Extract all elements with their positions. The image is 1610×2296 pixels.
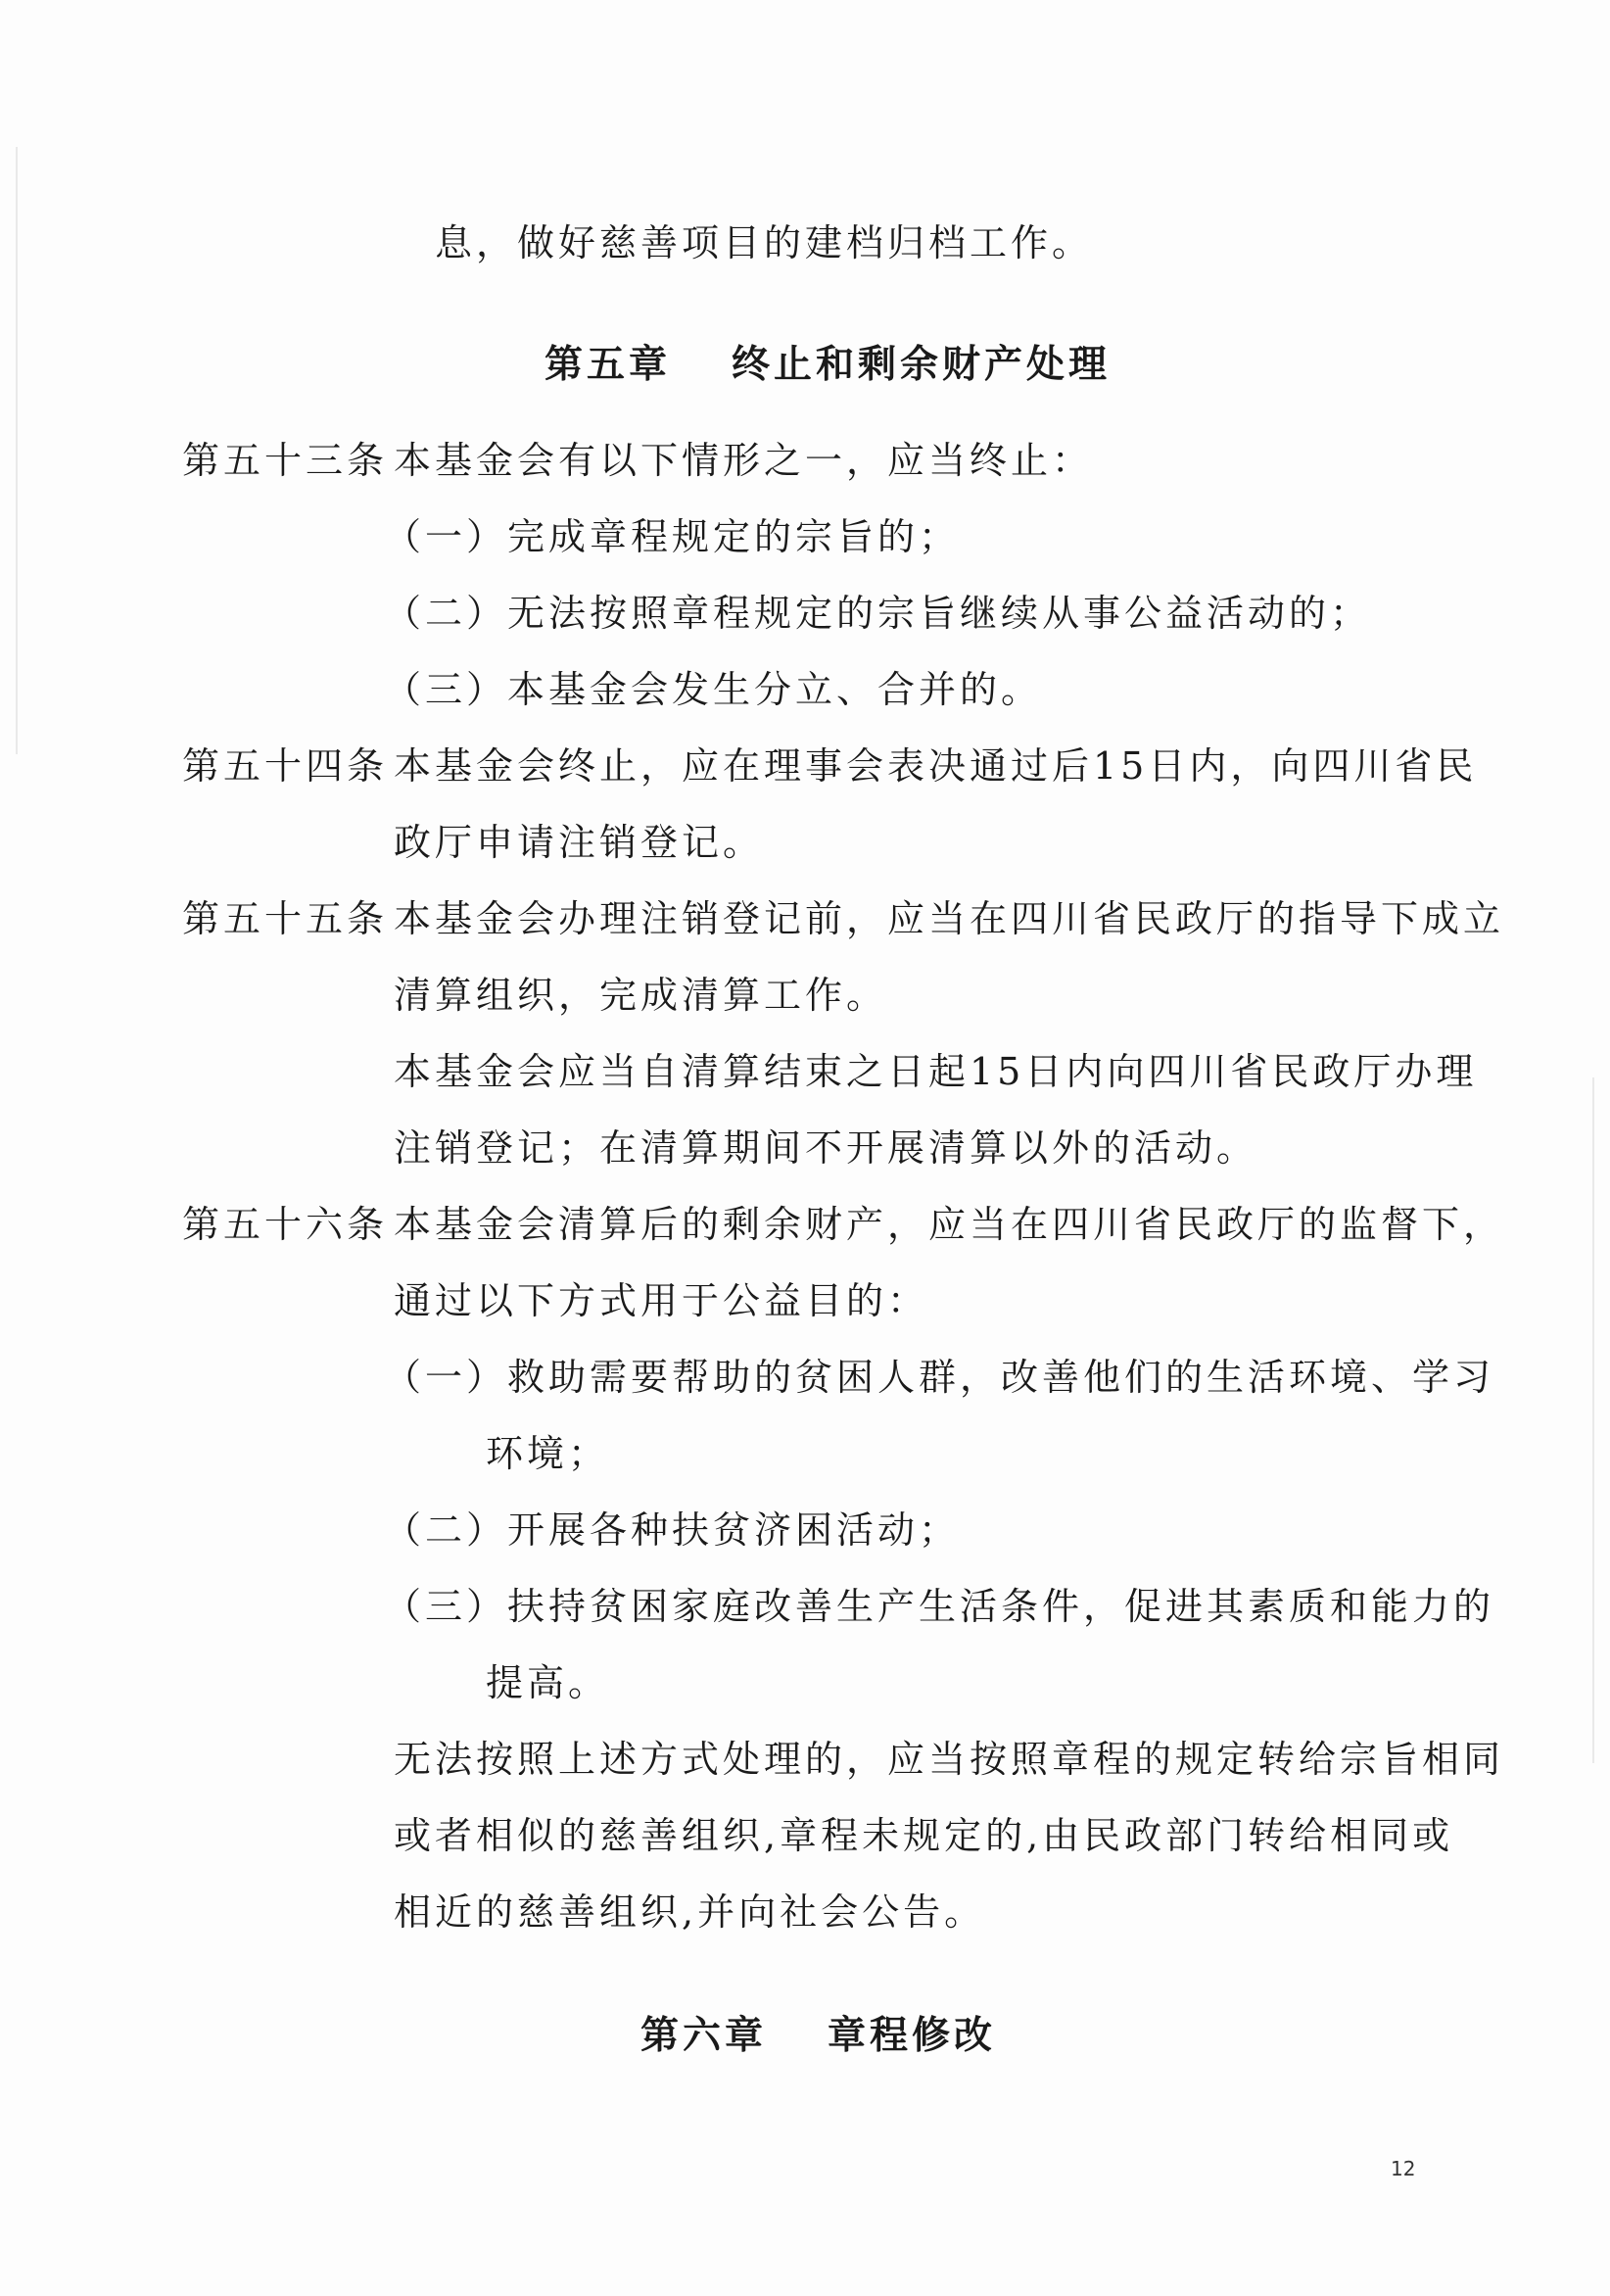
chapter-5-heading [545,339,1111,390]
article-53-item-3: （三）本基金会发生分立、合并的。 [384,668,1043,711]
chapter-5-title: 终止和剩余财产处理 [732,342,1112,387]
article-55-line-1: 本基金会办理注销登记前，应当在四川省民政厅的指导下成立 [394,897,1505,940]
chapter-6-number: 第六章 [640,2013,768,2058]
article-56-label: 第五十六条 [182,1203,389,1246]
article-55-line-3: 本基金会应当自清算结束之日起15日内向四川省民政厅办理 [394,1050,1478,1093]
article-56-closing-line-3: 相近的慈善组织,并向社会公告。 [394,1890,986,1934]
article-55-line-4: 注销登记；在清算期间不开展清算以外的活动。 [394,1126,1258,1170]
article-53-item-2: （二）无法按照章程规定的宗旨继续从事公益活动的； [384,592,1372,635]
article-56-item-2: （二）开展各种扶贫济困活动； [384,1508,961,1552]
article-56-item-1-line-2: 环境； [486,1432,610,1475]
article-53-item-1: （一）完成章程规定的宗旨的； [384,515,961,558]
scan-edge-right [1592,1077,1594,1763]
article-56-closing-line-1: 无法按照上述方式处理的，应当按照章程的规定转给宗旨相同 [394,1738,1505,1781]
article-53-text: 本基金会有以下情形之一，应当终止： [394,439,1094,482]
chapter-5-number: 第五章 [545,342,672,387]
page-number: 12 [1391,2157,1416,2180]
chapter-6-title: 章程修改 [828,2013,997,2058]
chapter-6-heading [640,2010,996,2061]
article-56-item-3-line-1: （三）扶持贫困家庭改善生产生活条件，促进其素质和能力的 [384,1585,1495,1628]
article-54-line-2: 政厅申请注销登记。 [394,821,765,864]
article-56-item-3-line-2: 提高。 [486,1661,610,1704]
article-53-label: 第五十三条 [182,439,389,482]
scan-edge-left [16,147,18,754]
article-56-item-1-line-1: （一）救助需要帮助的贫困人群，改善他们的生活环境、学习 [384,1356,1495,1399]
article-56-closing-line-2: 或者相似的慈善组织,章程未规定的,由民政部门转给相同或 [394,1814,1454,1857]
article-55-label: 第五十五条 [182,897,389,940]
opening-line: 息，做好慈善项目的建档归档工作。 [435,221,1094,264]
article-55-line-2: 清算组织，完成清算工作。 [394,974,888,1017]
article-56-line-2: 通过以下方式用于公益目的： [394,1279,929,1322]
article-54-label: 第五十四条 [182,744,389,788]
article-54-line-1: 本基金会终止，应在理事会表决通过后15日内，向四川省民 [394,744,1478,788]
article-56-line-1: 本基金会清算后的剩余财产，应当在四川省民政厅的监督下， [394,1203,1505,1246]
